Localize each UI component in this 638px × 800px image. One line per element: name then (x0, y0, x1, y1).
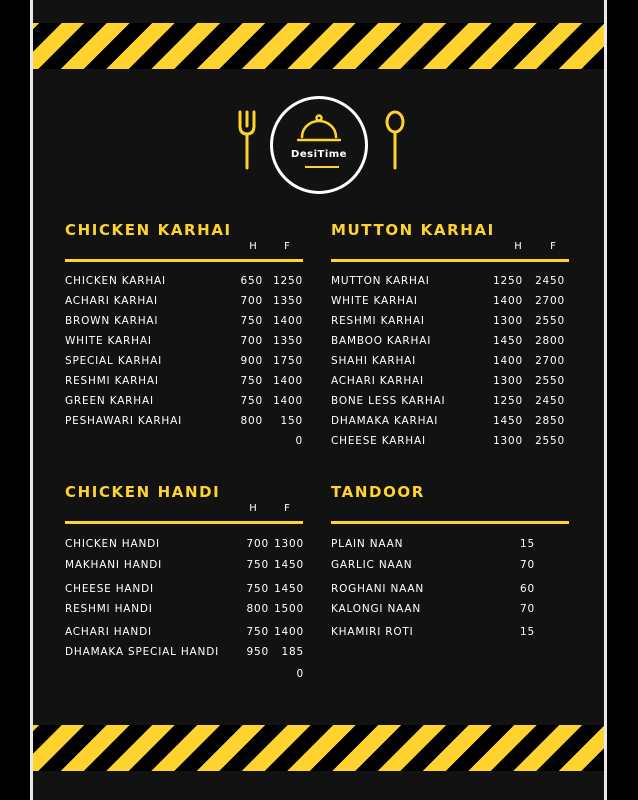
item-price-h: 1300 (493, 435, 523, 447)
item-price-f: 150 (280, 415, 303, 427)
item-price-f: 2450 (535, 275, 565, 287)
fork-icon (236, 110, 258, 172)
item-price-h: 750 (246, 559, 269, 571)
section-title: CHICKEN HANDI (65, 483, 221, 501)
section-rule (331, 259, 569, 262)
item-name: GARLIC NAAN (331, 559, 413, 571)
item-price-h: 800 (240, 415, 263, 427)
section-chicken-handi (65, 483, 304, 680)
item-price-f: 0 (296, 668, 304, 680)
item-price-f: 1750 (273, 355, 303, 367)
item-price: 70 (520, 603, 535, 615)
section-rule (331, 521, 569, 524)
brand-underline (305, 166, 339, 168)
item-price-h: 1400 (493, 295, 523, 307)
hazard-stripes-top (33, 23, 604, 69)
col-header-f: F (550, 241, 556, 252)
right-border (604, 0, 607, 800)
item-price-h: 700 (240, 335, 263, 347)
item-price-f: 1300 (274, 538, 304, 550)
item-price-f: 1350 (273, 295, 303, 307)
item-price-h: 700 (246, 538, 269, 550)
item-price-f: 1400 (274, 626, 304, 638)
item-price: 70 (520, 559, 535, 571)
item-name: SPECIAL KARHAI (65, 355, 162, 367)
item-price-f: 0 (295, 435, 303, 447)
item-price-f: 185 (281, 646, 304, 658)
item-name: CHICKEN KARHAI (65, 275, 166, 287)
item-name: MUTTON KARHAI (331, 275, 430, 287)
hazard-stripes-bottom (33, 725, 604, 771)
item-name: ROGHANI NAAN (331, 583, 425, 595)
col-header-h: H (514, 241, 522, 252)
item-price-f: 1450 (274, 583, 304, 595)
item-price-h: 750 (240, 395, 263, 407)
cloche-icon (297, 113, 341, 145)
item-name: ACHARI KARHAI (65, 295, 158, 307)
item-name: WHITE KARHAI (65, 335, 152, 347)
item-name: RESHMI HANDI (65, 603, 153, 615)
item-name: WHITE KARHAI (331, 295, 418, 307)
item-name: CHEESE KARHAI (331, 435, 426, 447)
item-price-h: 700 (240, 295, 263, 307)
item-name: PESHAWARI KARHAI (65, 415, 183, 427)
item-price-f: 1250 (273, 275, 303, 287)
section-rule (65, 259, 303, 262)
item-price-f: 1450 (274, 559, 304, 571)
item-price-f: 1350 (273, 335, 303, 347)
item-price: 15 (520, 626, 535, 638)
section-mutton-karhai (331, 221, 569, 447)
item-name: SHAHI KARHAI (331, 355, 417, 367)
item-name: PLAIN NAAN (331, 538, 404, 550)
item-price-h: 950 (246, 646, 269, 658)
item-price: 15 (520, 538, 535, 550)
item-price-f: 1500 (274, 603, 304, 615)
section-title: CHICKEN KARHAI (65, 221, 232, 239)
item-price-h: 1300 (493, 315, 523, 327)
item-price-f: 2550 (535, 435, 565, 447)
col-header-f: F (284, 503, 290, 514)
item-price-h: 800 (246, 603, 269, 615)
item-name: DHAMAKA KARHAI (331, 415, 439, 427)
item-name: RESHMI KARHAI (65, 375, 159, 387)
item-name: ACHARI HANDI (65, 626, 152, 638)
section-chicken-karhai (65, 221, 303, 447)
col-header-f: F (284, 241, 290, 252)
brand-name: DesiTime (291, 149, 347, 160)
item-price-h: 900 (240, 355, 263, 367)
item-name: KALONGI NAAN (331, 603, 422, 615)
brand-badge (270, 96, 368, 194)
item-name: BROWN KARHAI (65, 315, 159, 327)
item-price-h: 750 (246, 626, 269, 638)
item-price: 60 (520, 583, 535, 595)
section-title: MUTTON KARHAI (331, 221, 495, 239)
item-price-h: 1450 (493, 335, 523, 347)
item-price-f: 1400 (273, 315, 303, 327)
section-rule (65, 521, 303, 524)
item-price-f: 2800 (535, 335, 565, 347)
item-name: KHAMIRI ROTI (331, 626, 414, 638)
item-price-h: 1250 (493, 275, 523, 287)
item-name: GREEN KARHAI (65, 395, 154, 407)
section-tandoor (331, 483, 569, 638)
item-price-h: 750 (240, 375, 263, 387)
section-title: TANDOOR (331, 483, 425, 501)
item-name: BONE LESS KARHAI (331, 395, 446, 407)
item-price-h: 1250 (493, 395, 523, 407)
item-price-h: 750 (246, 583, 269, 595)
item-price-f: 2550 (535, 315, 565, 327)
item-price-h: 1400 (493, 355, 523, 367)
item-name: DHAMAKA SPECIAL HANDI (65, 646, 219, 658)
item-price-f: 1400 (273, 395, 303, 407)
col-header-h: H (249, 241, 257, 252)
item-price-f: 1400 (273, 375, 303, 387)
item-price-h: 1300 (493, 375, 523, 387)
item-price-h: 1450 (493, 415, 523, 427)
item-name: ACHARI KARHAI (331, 375, 424, 387)
item-price-f: 2450 (535, 395, 565, 407)
spoon-icon (383, 110, 407, 172)
item-name: BAMBOO KARHAI (331, 335, 432, 347)
item-name: CHICKEN HANDI (65, 538, 160, 550)
item-name: MAKHANI HANDI (65, 559, 163, 571)
item-price-f: 2550 (535, 375, 565, 387)
item-price-h: 750 (240, 315, 263, 327)
item-price-h: 650 (240, 275, 263, 287)
col-header-h: H (249, 503, 257, 514)
item-name: CHEESE HANDI (65, 583, 154, 595)
item-price-f: 2700 (535, 295, 565, 307)
item-price-f: 2700 (535, 355, 565, 367)
menu-page (33, 0, 604, 800)
item-price-f: 2850 (535, 415, 565, 427)
item-name: RESHMI KARHAI (331, 315, 425, 327)
